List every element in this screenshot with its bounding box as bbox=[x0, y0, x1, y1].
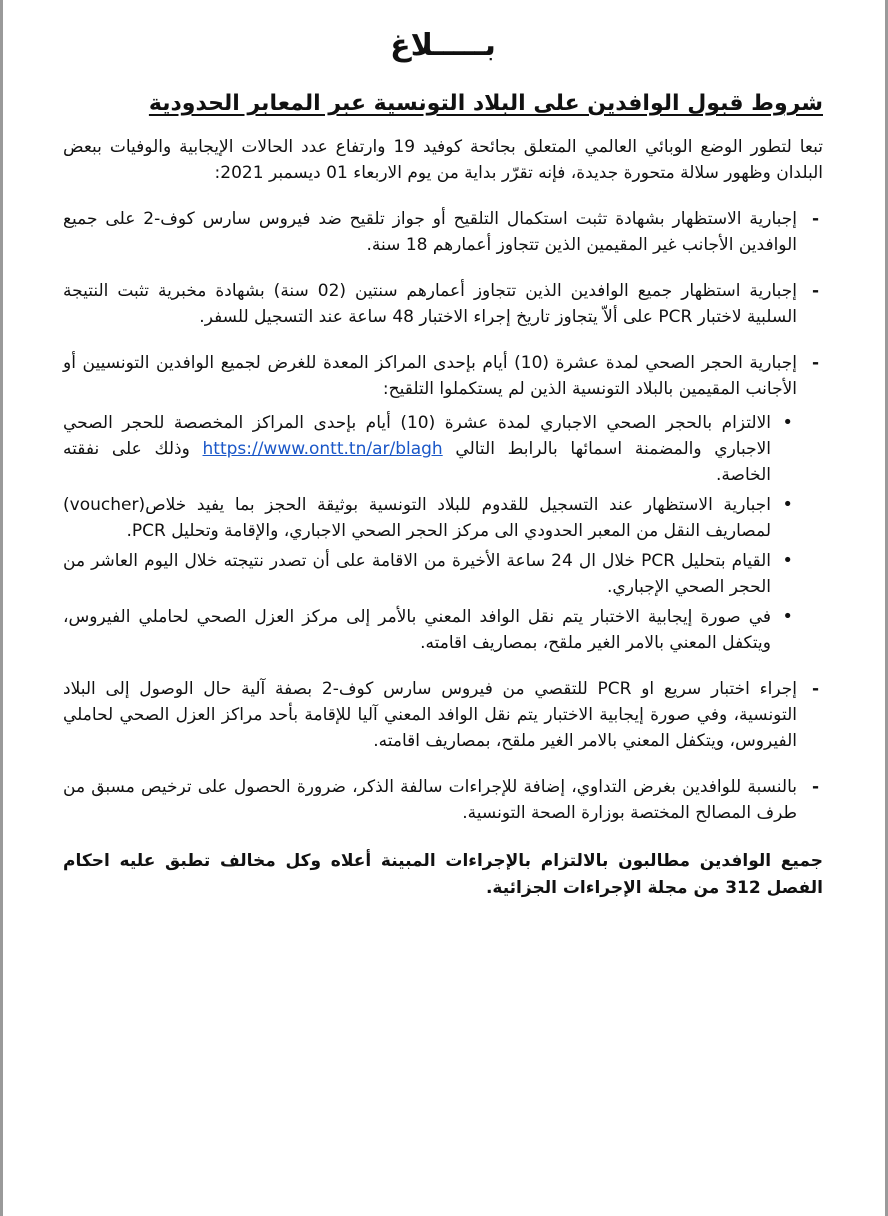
measure-item-2: - إجبارية استظهار جميع الوافدين الذين تتجاوز أعمارهم سنتين (02 سنة) بشهادة مخبرية تثبت النتيجة السلبية لاختبار PCR على ألاّ يتجاوز تاريخ إجراء الاختبار 48 ساعة عند التسجيل للسفر. bbox=[63, 278, 797, 330]
intro-paragraph: تبعا لتطور الوضع الوبائي العالمي المتعلق بجائحة كوفيد 19 وارتفاع عدد الحالات الإيجابية والوفيات ببعض البلدان وظهور سلالة متحورة جديدة، فإنه تقرّر بداية من يوم الاربعاء 01 ديسمبر 2021: bbox=[63, 137, 823, 183]
sub-item-1 bbox=[63, 410, 771, 488]
document-title: بـــــلاغ bbox=[390, 28, 496, 63]
sub-item-3: • القيام بتحليل PCR خلال ال 24 ساعة الأخيرة من الاقامة على أن تصدر نتيجته خلال اليوم العاشر من الحجر الصحي الإجباري. bbox=[63, 548, 771, 600]
measure-item-4: - إجراء اختبار سريع او PCR للتقصي من فيروس سارس كوف-2 بصفة آلية حال الوصول إلى البلاد التونسية، وفي صورة إيجابية الاختبار يتم نقل الوافد المعني آليا للإقامة بأحد مراكز العزل الصحي لحاملي الفيروس، ويتكفل المعني بالامر الغير ملقح، بمصاريف اقامته. bbox=[63, 676, 797, 754]
measures-list bbox=[63, 206, 823, 826]
measure-item-3 bbox=[63, 350, 797, 656]
sub-item-1-text: الالتزام بالحجر الصحي الاجباري لمدة عشرة (10) أيام بإحدى المراكز المخصصة للحجر الصحي الاجباري والمضمنة اسمائها بالرابط التالي bbox=[63, 413, 772, 459]
closing-paragraph: جميع الوافدين مطالبون بالالتزام بالإجراءات المبينة أعلاه وكل مخالف تطبق عليه احكام الفصل 312 من مجلة الإجراءات الجزائية. bbox=[63, 851, 823, 898]
sub-item-4: • في صورة إيجابية الاختبار يتم نقل الوافد المعني بالأمر إلى مركز العزل الصحي لحاملي الفيروس، ويتكفل المعني بالامر الغير ملقح، بمصاريف اقامته. bbox=[63, 604, 771, 656]
measure-item-3-text: إجبارية الحجر الصحي لمدة عشرة (10) أيام بإحدى المراكز المعدة للغرض لجميع الوافدين التونسيين أو الأجانب المقيمين بالبلاد التونسية الذين لم يستكملوا التلقيح: bbox=[63, 353, 797, 399]
document-heading: شروط قبول الوافدين على البلاد التونسية عبر المعابر الحدودية bbox=[148, 91, 823, 116]
measure-item-1: - إجبارية الاستظهار بشهادة تثبت استكمال التلقيح أو جواز تلقيح ضد فيروس سارس كوف-2 على جميع الوافدين الأجانب غير المقيمين الذين تتجاوز أعمارهم 18 سنة. bbox=[63, 206, 797, 258]
document-body bbox=[63, 24, 823, 919]
ontt-link[interactable]: https://www.ontt.tn/ar/blagh bbox=[202, 439, 443, 459]
sub-item-2: • اجبارية الاستظهار عند التسجيل للقدوم للبلاد التونسية بوثيقة الحجز بما يفيد خلاص(voucher) لمصاريف النقل من المعبر الحدودي الى مركز الحجر الصحي الاجباري، والإقامة وتحليل PCR. bbox=[63, 492, 771, 544]
measure-item-5: - بالنسبة للوافدين بغرض التداوي، إضافة للإجراءات سالفة الذكر، ضرورة الحصول على ترخيص مسبق من طرف المصالح المختصة بوزارة الصحة التونسية. bbox=[63, 774, 797, 826]
quarantine-sublist bbox=[63, 410, 797, 656]
sub-item-1-after: وذلك على نفقته الخاصة. bbox=[63, 439, 771, 485]
